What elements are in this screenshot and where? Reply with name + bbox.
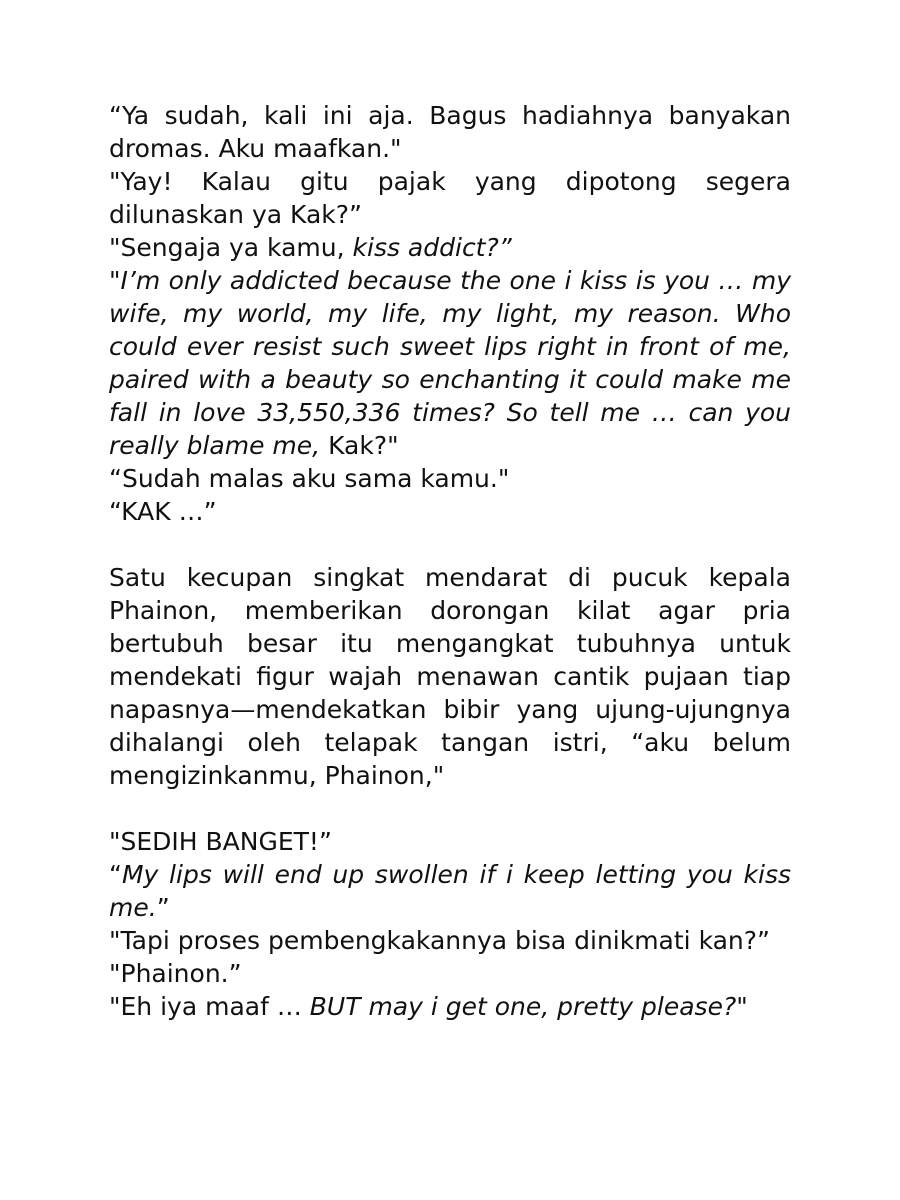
story-text bbox=[109, 99, 791, 1023]
paragraph-gap bbox=[109, 792, 791, 825]
dialogue-text-italic: "I’m only addicted because the one i kiss is you … my wife, my world, my life, my light, my reason. Who could ever resist such sweet lips right in front of me, paired with a beauty so enchanting it could make me fall in love 33,550,336 times? So tell me … can you really blame me, bbox=[109, 266, 791, 460]
dialogue-text: Kak?" bbox=[328, 431, 399, 460]
dialogue-text: “KAK …” bbox=[109, 497, 217, 526]
narration-paragraph bbox=[109, 561, 791, 792]
dialogue-text: ” bbox=[156, 893, 170, 922]
dialogue-line bbox=[109, 462, 791, 495]
dialogue-line bbox=[109, 825, 791, 858]
dialogue-line bbox=[109, 231, 791, 264]
dialogue-line bbox=[109, 858, 791, 924]
dialogue-text-italic: kiss addict?” bbox=[352, 233, 512, 262]
dialogue-line bbox=[109, 264, 791, 462]
paragraph-gap bbox=[109, 528, 791, 561]
dialogue-line bbox=[109, 165, 791, 231]
dialogue-text: "Sengaja ya kamu, bbox=[109, 233, 353, 262]
dialogue-text: “Sudah malas aku sama kamu." bbox=[109, 464, 510, 493]
dialogue-text-italic: My lips will end up swollen if i keep letting you kiss me. bbox=[109, 860, 791, 922]
dialogue-text: "Tapi proses pembengkakannya bisa dinikmati kan?” bbox=[109, 926, 770, 955]
dialogue-line bbox=[109, 990, 791, 1023]
dialogue-text: "Yay! Kalau gitu pajak yang dipotong segera dilunaskan ya Kak?” bbox=[109, 167, 791, 229]
dialogue-text: "SEDIH BANGET!” bbox=[109, 827, 332, 856]
dialogue-text: "Eh iya maaf … bbox=[109, 992, 310, 1021]
narration-text: Satu kecupan singkat mendarat di pucuk kepala Phainon, memberikan dorongan kilat agar pria bertubuh besar itu mengangkat tubuhnya untuk mendekati figur wajah menawan cantik pujaan tiap napasnya—mendekatkan bibir yang ujung-ujungnya dihalangi oleh telapak tangan istri, “aku belum mengizinkanmu, Phainon," bbox=[109, 563, 791, 790]
dialogue-line bbox=[109, 495, 791, 528]
dialogue-text-italic: BUT may i get one, pretty please?" bbox=[309, 992, 748, 1021]
dialogue-text: “Ya sudah, kali ini aja. Bagus hadiahnya banyakan dromas. Aku maafkan." bbox=[109, 101, 791, 163]
dialogue-text: "Phainon.” bbox=[109, 959, 242, 988]
dialogue-text: “ bbox=[109, 860, 122, 889]
dialogue-line bbox=[109, 99, 791, 165]
dialogue-line bbox=[109, 924, 791, 957]
dialogue-line bbox=[109, 957, 791, 990]
